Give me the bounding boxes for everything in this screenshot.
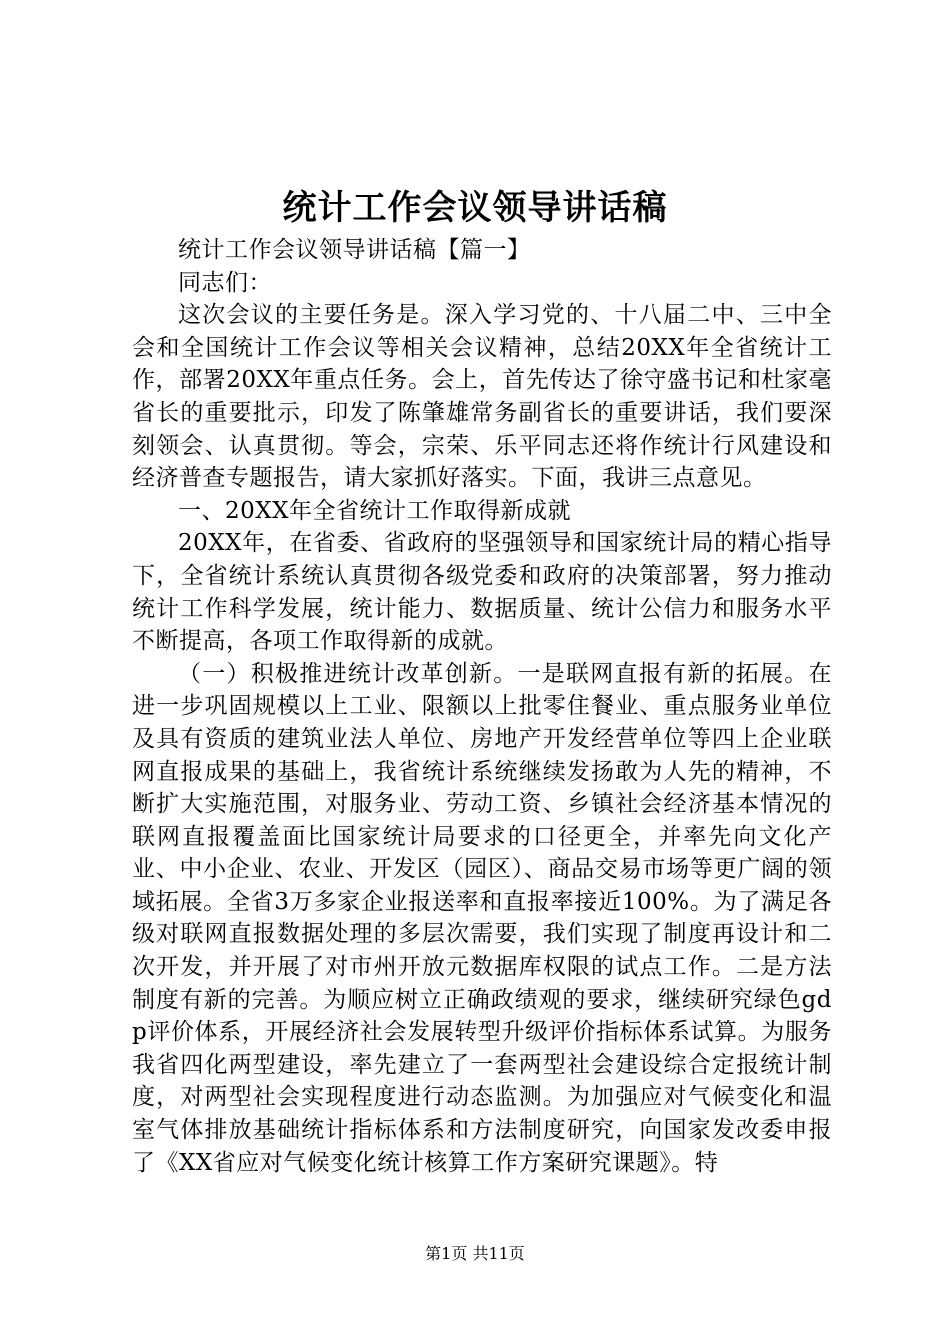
paragraph-heading-one: 一、20XX年全省统计工作取得新成就 (178, 497, 572, 524)
document-body (132, 234, 832, 1179)
paragraph-intro: 这次会议的主要任务是。深入学习党的、十八届二中、三中全会和全国统计工作会议等相关会议精神，总结20XX年全省统计工作，部署20XX年重点任务。会上，首先传达了徐守盛书记和杜家毫省长的重要批示，印发了陈肇雄常务副省长的重要讲话，我们要深刻领会、认真贯彻。等会，宗荣、乐平同志还将作统计行风建设和经济普查专题报告，请大家抓好落实。下面，我讲三点意见。 (132, 302, 832, 492)
paragraph-section-heading: 统计工作会议领导讲话稿【篇一】 (178, 237, 531, 263)
paragraph-salutation: 同志们： (178, 269, 272, 296)
paragraph-reform: （一）积极推进统计改革创新。一是联网直报有新的拓展。在进一步巩固规模以上工业、限额以上批零住餐业、重点服务业单位及具有资质的建筑业法人单位、房地产开发经营单位等四上企业联网直报成果的基础上，我省统计系统继续发扬敢为人先的精神，不断扩大实施范围，对服务业、劳动工资、乡镇社会经济基本情况的联网直报覆盖面比国家统计局要求的口径更全，并率先向文化产业、中小企业、农业、开发区（园区）、商品交易市场等更广阔的领域拓展。全省3万多家企业报送率和直报率接近100%。为了满足各级对联网直报数据处理的多层次需要，我们实现了制度再设计和二次开发，并开展了对市州开放元数据库权限的试点工作。二是方法制度有新的完善。为顺应树立正确政绩观的要求，继续研究绿色gdp评价体系，开展经济社会发展转型升级评价指标体系试算。为服务我省四化两型建设，率先建立了一套两型社会建设综合定报统计制度，对两型社会实现程度进行动态监测。为加强应对气候变化和温室气体排放基础统计指标体系和方法制度研究，向国家发改委申报了《XX省应对气候变化统计核算工作方案研究课题》。特 (132, 660, 832, 1176)
document-title: 统计工作会议领导讲话稿 (282, 188, 668, 228)
paragraph-achievements: 20XX年，在省委、省政府的坚强领导和国家统计局的精心指导下，全省统计系统认真贯彻各级党委和政府的决策部署，努力推动统计工作科学发展，统计能力、数据质量、统计公信力和服务水平不断提高，各项工作取得新的成就。 (132, 530, 832, 655)
page-footer: 第1页 共11页 (425, 1244, 525, 1263)
